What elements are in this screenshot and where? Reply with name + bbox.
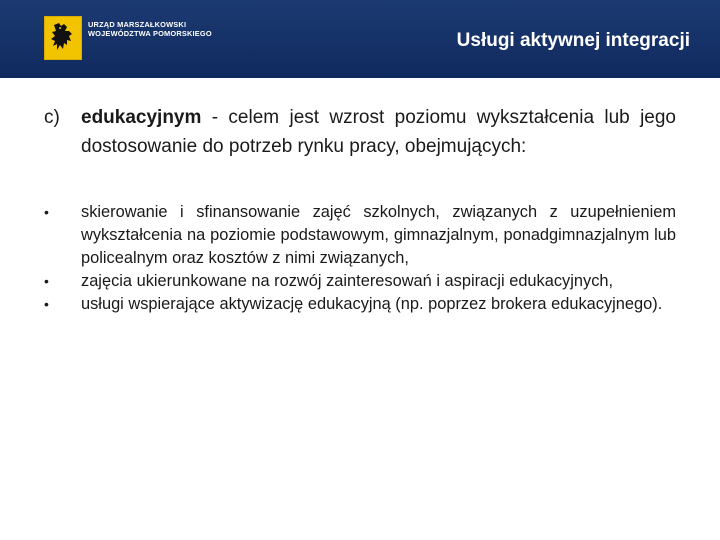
list-item [44, 293, 676, 316]
org-name-line-2: WOJEWÓDZTWA POMORSKIEGO [88, 29, 212, 38]
slide-content [44, 103, 676, 316]
griffin-coat-of-arms-icon [44, 16, 82, 60]
point-c-body: - celem jest wzrost poziomu wykształcenia lub jego dostosowanie do potrzeb rynku pracy, obejmujących: [81, 107, 676, 157]
point-c [44, 103, 676, 161]
slide-title: Usługi aktywnej integracji [456, 30, 690, 51]
bullet-text: skierowanie i sfinansowanie zajęć szkolnych, związanych z uzupełnieniem wykształcenia na poziomie podstawowym, gimnazjalnym, ponadgimnazjalnym lub policealnym oraz kosztów z nimi związanych, [81, 203, 676, 267]
griffin-icon [45, 17, 81, 59]
point-c-lead: edukacyjnym [81, 107, 202, 128]
bullet-list [44, 201, 676, 316]
point-c-marker: c) [44, 107, 60, 128]
bullet-marker: • [44, 273, 49, 289]
organization-name [88, 20, 212, 38]
point-c-text [81, 103, 676, 161]
header-bar [0, 0, 720, 78]
list-item [44, 270, 676, 293]
bullet-text: zajęcia ukierunkowane na rozwój zainteresowań i aspiracji edukacyjnych, [81, 272, 614, 290]
list-item [44, 201, 676, 270]
bullet-text: usługi wspierające aktywizację edukacyjną (np. poprzez brokera edukacyjnego). [81, 295, 663, 313]
bullet-marker: • [44, 204, 49, 220]
bullet-marker: • [44, 296, 49, 312]
org-name-line-1: URZĄD MARSZAŁKOWSKI [88, 20, 187, 29]
